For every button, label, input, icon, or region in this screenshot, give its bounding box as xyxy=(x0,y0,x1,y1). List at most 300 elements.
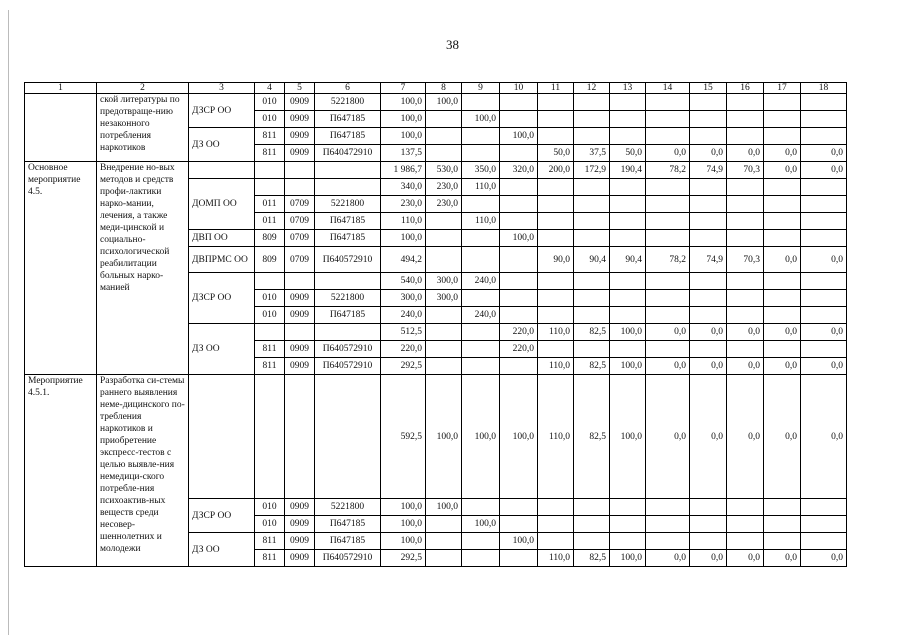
amount-cell: 90,4 xyxy=(610,247,646,273)
amount-cell: 100,0 xyxy=(381,230,426,247)
amount-cell: 100,0 xyxy=(426,375,462,499)
amount-cell: 0,0 xyxy=(690,550,727,567)
amount-cell xyxy=(801,196,847,213)
amount-cell: 230,0 xyxy=(426,196,462,213)
amount-cell: 110,0 xyxy=(538,358,574,375)
amount-cell xyxy=(646,179,690,196)
amount-cell: 100,0 xyxy=(610,324,646,341)
amount-cell: 300,0 xyxy=(426,290,462,307)
amount-cell: 50,0 xyxy=(538,145,574,162)
amount-cell: 0,0 xyxy=(801,324,847,341)
amount-cell xyxy=(764,128,801,145)
amount-cell xyxy=(727,196,764,213)
amount-cell xyxy=(500,550,538,567)
amount-cell: 100,0 xyxy=(500,128,538,145)
amount-cell xyxy=(690,230,727,247)
amount-cell xyxy=(462,324,500,341)
amount-cell xyxy=(500,179,538,196)
amount-cell xyxy=(426,230,462,247)
amount-cell xyxy=(690,213,727,230)
amount-cell xyxy=(801,499,847,516)
amount-cell xyxy=(727,94,764,111)
amount-cell xyxy=(801,128,847,145)
amount-cell xyxy=(462,94,500,111)
code-cell: П647185 xyxy=(315,307,381,324)
amount-cell: 0,0 xyxy=(727,324,764,341)
amount-cell: 0,0 xyxy=(801,358,847,375)
amount-cell: 172,9 xyxy=(574,162,610,179)
amount-cell xyxy=(727,128,764,145)
amount-cell xyxy=(426,213,462,230)
amount-cell xyxy=(610,290,646,307)
code-cell: 811 xyxy=(255,533,285,550)
amount-cell: 0,0 xyxy=(764,162,801,179)
code-cell xyxy=(315,375,381,499)
amount-cell xyxy=(646,307,690,324)
amount-cell xyxy=(610,341,646,358)
header-cell: 17 xyxy=(764,83,801,94)
amount-cell xyxy=(610,499,646,516)
amount-cell xyxy=(646,196,690,213)
code-cell: 0909 xyxy=(285,533,315,550)
amount-cell xyxy=(462,358,500,375)
amount-cell xyxy=(690,516,727,533)
code-cell: 0909 xyxy=(285,516,315,533)
amount-cell: 70,3 xyxy=(727,247,764,273)
amount-cell xyxy=(538,94,574,111)
header-cell: 4 xyxy=(255,83,285,94)
amount-cell xyxy=(801,533,847,550)
event-cell: Основное мероприятие 4.5. xyxy=(25,162,97,375)
code-cell xyxy=(285,375,315,499)
amount-cell: 220,0 xyxy=(500,341,538,358)
amount-cell xyxy=(574,179,610,196)
amount-cell: 592,5 xyxy=(381,375,426,499)
code-cell: П647185 xyxy=(315,213,381,230)
amount-cell: 340,0 xyxy=(381,179,426,196)
code-cell: 011 xyxy=(255,196,285,213)
amount-cell xyxy=(538,273,574,290)
amount-cell: 240,0 xyxy=(462,273,500,290)
amount-cell xyxy=(500,307,538,324)
amount-cell: 100,0 xyxy=(381,128,426,145)
code-cell: 0709 xyxy=(285,196,315,213)
amount-cell: 100,0 xyxy=(381,94,426,111)
amount-cell: 0,0 xyxy=(764,375,801,499)
amount-cell xyxy=(610,230,646,247)
amount-cell xyxy=(801,307,847,324)
code-cell xyxy=(255,273,285,290)
header-cell: 16 xyxy=(727,83,764,94)
header-cell: 3 xyxy=(189,83,255,94)
amount-cell xyxy=(690,341,727,358)
amount-cell xyxy=(764,273,801,290)
amount-cell xyxy=(690,196,727,213)
organization-cell xyxy=(189,162,255,179)
description-cell: ской литературы по предотвраще-нию незаконного потребления наркотиков xyxy=(97,94,189,162)
amount-cell xyxy=(538,533,574,550)
amount-cell: 0,0 xyxy=(646,375,690,499)
description-cell: Внедрение но-вых методов и средств профи-лактики нарко-мании, лечения, а также меди-цинской и социально-психологической реабилитации больных нарко-манией xyxy=(97,162,189,375)
amount-cell xyxy=(646,94,690,111)
amount-cell xyxy=(574,307,610,324)
amount-cell: 0,0 xyxy=(764,358,801,375)
amount-cell: 70,3 xyxy=(727,162,764,179)
amount-cell: 100,0 xyxy=(610,550,646,567)
event-cell xyxy=(25,94,97,162)
code-cell xyxy=(315,273,381,290)
amount-cell: 0,0 xyxy=(690,375,727,499)
amount-cell: 0,0 xyxy=(690,324,727,341)
amount-cell xyxy=(426,516,462,533)
amount-cell xyxy=(610,516,646,533)
amount-cell xyxy=(646,516,690,533)
amount-cell: 0,0 xyxy=(646,145,690,162)
code-cell: П640572910 xyxy=(315,358,381,375)
header-cell: 1 xyxy=(25,83,97,94)
amount-cell xyxy=(574,111,610,128)
amount-cell: 0,0 xyxy=(727,358,764,375)
amount-cell: 240,0 xyxy=(381,307,426,324)
amount-cell xyxy=(500,145,538,162)
amount-cell xyxy=(801,341,847,358)
amount-cell: 100,0 xyxy=(500,375,538,499)
amount-cell: 110,0 xyxy=(462,213,500,230)
amount-cell: 0,0 xyxy=(690,145,727,162)
organization-cell xyxy=(189,375,255,499)
amount-cell xyxy=(574,128,610,145)
code-cell xyxy=(315,162,381,179)
code-cell: 010 xyxy=(255,307,285,324)
code-cell: П647185 xyxy=(315,516,381,533)
amount-cell xyxy=(574,230,610,247)
amount-cell: 240,0 xyxy=(462,307,500,324)
amount-cell xyxy=(690,499,727,516)
amount-cell xyxy=(500,94,538,111)
amount-cell: 0,0 xyxy=(646,324,690,341)
code-cell: 0909 xyxy=(285,145,315,162)
amount-cell xyxy=(426,550,462,567)
amount-cell: 100,0 xyxy=(381,516,426,533)
amount-cell: 110,0 xyxy=(538,550,574,567)
code-cell: 811 xyxy=(255,550,285,567)
budget-table xyxy=(24,82,847,567)
amount-cell: 0,0 xyxy=(690,358,727,375)
code-cell: 809 xyxy=(255,230,285,247)
amount-cell xyxy=(500,111,538,128)
amount-cell xyxy=(538,111,574,128)
amount-cell xyxy=(500,196,538,213)
amount-cell: 0,0 xyxy=(646,550,690,567)
header-cell: 10 xyxy=(500,83,538,94)
code-cell xyxy=(285,162,315,179)
amount-cell: 512,5 xyxy=(381,324,426,341)
code-cell: 811 xyxy=(255,145,285,162)
amount-cell xyxy=(500,290,538,307)
organization-cell: ДЗ ОО xyxy=(189,128,255,162)
amount-cell: 110,0 xyxy=(381,213,426,230)
organization-cell: ДОМП ОО xyxy=(189,179,255,230)
code-cell: 809 xyxy=(255,247,285,273)
code-cell: 0909 xyxy=(285,341,315,358)
amount-cell xyxy=(574,499,610,516)
amount-cell xyxy=(690,307,727,324)
code-cell xyxy=(255,162,285,179)
amount-cell xyxy=(538,499,574,516)
amount-cell: 37,5 xyxy=(574,145,610,162)
amount-cell xyxy=(690,94,727,111)
code-cell: 010 xyxy=(255,499,285,516)
amount-cell xyxy=(462,196,500,213)
amount-cell xyxy=(538,290,574,307)
amount-cell xyxy=(538,128,574,145)
code-cell: П647185 xyxy=(315,111,381,128)
amount-cell xyxy=(462,145,500,162)
header-cell: 13 xyxy=(610,83,646,94)
amount-cell xyxy=(727,273,764,290)
code-cell xyxy=(315,179,381,196)
code-cell: П647185 xyxy=(315,533,381,550)
amount-cell xyxy=(646,230,690,247)
code-cell xyxy=(285,324,315,341)
amount-cell xyxy=(538,516,574,533)
amount-cell xyxy=(727,533,764,550)
amount-cell xyxy=(610,213,646,230)
amount-cell: 0,0 xyxy=(727,550,764,567)
amount-cell xyxy=(690,128,727,145)
header-cell: 5 xyxy=(285,83,315,94)
amount-cell: 90,4 xyxy=(574,247,610,273)
amount-cell xyxy=(500,499,538,516)
amount-cell: 0,0 xyxy=(764,145,801,162)
code-cell: 0709 xyxy=(285,230,315,247)
amount-cell: 50,0 xyxy=(610,145,646,162)
header-cell: 12 xyxy=(574,83,610,94)
amount-cell xyxy=(500,273,538,290)
code-cell: 0909 xyxy=(285,307,315,324)
amount-cell xyxy=(574,94,610,111)
amount-cell: 0,0 xyxy=(801,247,847,273)
organization-cell: ДЗСР ОО xyxy=(189,94,255,128)
amount-cell xyxy=(574,341,610,358)
code-cell: 0709 xyxy=(285,247,315,273)
amount-cell xyxy=(764,111,801,128)
code-cell: 5221800 xyxy=(315,290,381,307)
code-cell xyxy=(255,324,285,341)
code-cell: 010 xyxy=(255,94,285,111)
amount-cell: 0,0 xyxy=(801,375,847,499)
amount-cell xyxy=(610,196,646,213)
amount-cell xyxy=(426,533,462,550)
amount-cell: 100,0 xyxy=(610,358,646,375)
code-cell: 0909 xyxy=(285,550,315,567)
amount-cell: 292,5 xyxy=(381,358,426,375)
amount-cell: 320,0 xyxy=(500,162,538,179)
code-cell: 0909 xyxy=(285,128,315,145)
amount-cell: 90,0 xyxy=(538,247,574,273)
amount-cell xyxy=(764,290,801,307)
amount-cell xyxy=(462,499,500,516)
organization-cell: ДВП ОО xyxy=(189,230,255,247)
amount-cell: 300,0 xyxy=(381,290,426,307)
amount-cell xyxy=(610,307,646,324)
amount-cell xyxy=(646,213,690,230)
amount-cell xyxy=(690,533,727,550)
code-cell: 0709 xyxy=(285,213,315,230)
header-cell: 2 xyxy=(97,83,189,94)
amount-cell xyxy=(574,196,610,213)
amount-cell xyxy=(610,111,646,128)
amount-cell xyxy=(426,145,462,162)
code-cell: 010 xyxy=(255,516,285,533)
amount-cell xyxy=(610,94,646,111)
table-row xyxy=(25,375,847,499)
amount-cell: 110,0 xyxy=(538,324,574,341)
code-cell: П647185 xyxy=(315,128,381,145)
amount-cell xyxy=(574,213,610,230)
organization-cell: ДЗСР ОО xyxy=(189,499,255,533)
description-cell: Разработка си-стемы раннего выявления неме-дицинского по-требления наркотиков и приобретение экспресс-тестов с целью выявле-ния немедици-ского потребле-ния психоактив-ных веществ среди несовер-шеннолетних и молодежи xyxy=(97,375,189,567)
amount-cell xyxy=(462,290,500,307)
amount-cell: 0,0 xyxy=(801,550,847,567)
amount-cell xyxy=(462,247,500,273)
code-cell: 0909 xyxy=(285,290,315,307)
code-cell: П640572910 xyxy=(315,247,381,273)
amount-cell: 100,0 xyxy=(462,111,500,128)
organization-cell: ДВПРМС ОО xyxy=(189,247,255,273)
amount-cell xyxy=(462,533,500,550)
code-cell: 0909 xyxy=(285,499,315,516)
amount-cell xyxy=(646,111,690,128)
header-cell: 15 xyxy=(690,83,727,94)
amount-cell: 82,5 xyxy=(574,324,610,341)
amount-cell xyxy=(610,128,646,145)
amount-cell xyxy=(727,230,764,247)
header-row xyxy=(25,83,847,94)
amount-cell: 300,0 xyxy=(426,273,462,290)
amount-cell xyxy=(574,290,610,307)
amount-cell xyxy=(727,111,764,128)
amount-cell xyxy=(727,499,764,516)
amount-cell xyxy=(727,341,764,358)
amount-cell xyxy=(426,307,462,324)
code-cell: 5221800 xyxy=(315,499,381,516)
amount-cell: 82,5 xyxy=(574,550,610,567)
amount-cell xyxy=(764,94,801,111)
amount-cell xyxy=(727,290,764,307)
amount-cell: 100,0 xyxy=(500,533,538,550)
amount-cell xyxy=(574,273,610,290)
amount-cell xyxy=(801,230,847,247)
code-cell: 811 xyxy=(255,341,285,358)
amount-cell xyxy=(801,273,847,290)
amount-cell xyxy=(764,213,801,230)
amount-cell xyxy=(801,516,847,533)
code-cell xyxy=(315,324,381,341)
amount-cell xyxy=(690,111,727,128)
amount-cell xyxy=(764,533,801,550)
amount-cell xyxy=(727,179,764,196)
amount-cell xyxy=(538,196,574,213)
amount-cell xyxy=(500,516,538,533)
amount-cell: 220,0 xyxy=(500,324,538,341)
header-cell: 11 xyxy=(538,83,574,94)
code-cell xyxy=(255,179,285,196)
amount-cell: 230,0 xyxy=(426,179,462,196)
amount-cell: 110,0 xyxy=(462,179,500,196)
code-cell: П640572910 xyxy=(315,550,381,567)
code-cell: 010 xyxy=(255,290,285,307)
amount-cell xyxy=(574,533,610,550)
amount-cell: 100,0 xyxy=(381,111,426,128)
amount-cell: 230,0 xyxy=(381,196,426,213)
amount-cell xyxy=(462,550,500,567)
amount-cell: 100,0 xyxy=(610,375,646,499)
table-row xyxy=(25,162,847,179)
amount-cell: 100,0 xyxy=(462,516,500,533)
amount-cell: 78,2 xyxy=(646,247,690,273)
amount-cell xyxy=(426,358,462,375)
amount-cell xyxy=(764,341,801,358)
amount-cell: 100,0 xyxy=(426,94,462,111)
amount-cell: 100,0 xyxy=(381,533,426,550)
code-cell: 811 xyxy=(255,358,285,375)
amount-cell xyxy=(764,499,801,516)
amount-cell: 0,0 xyxy=(801,162,847,179)
amount-cell xyxy=(646,341,690,358)
organization-cell: ДЗ ОО xyxy=(189,324,255,375)
amount-cell xyxy=(500,358,538,375)
table-row xyxy=(25,94,847,111)
code-cell: 0909 xyxy=(285,111,315,128)
organization-cell: ДЗСР ОО xyxy=(189,273,255,324)
amount-cell xyxy=(426,247,462,273)
amount-cell: 78,2 xyxy=(646,162,690,179)
amount-cell: 220,0 xyxy=(381,341,426,358)
amount-cell xyxy=(690,290,727,307)
amount-cell: 0,0 xyxy=(727,145,764,162)
amount-cell xyxy=(538,307,574,324)
amount-cell: 0,0 xyxy=(764,324,801,341)
amount-cell xyxy=(801,94,847,111)
header-cell: 7 xyxy=(381,83,426,94)
amount-cell: 494,2 xyxy=(381,247,426,273)
code-cell: 010 xyxy=(255,111,285,128)
amount-cell xyxy=(538,179,574,196)
event-cell: Мероприятие 4.5.1. xyxy=(25,375,97,567)
code-cell: 5221800 xyxy=(315,94,381,111)
amount-cell xyxy=(610,273,646,290)
amount-cell xyxy=(426,111,462,128)
amount-cell xyxy=(538,341,574,358)
code-cell: 011 xyxy=(255,213,285,230)
amount-cell xyxy=(801,111,847,128)
amount-cell xyxy=(646,273,690,290)
code-cell xyxy=(285,273,315,290)
amount-cell: 0,0 xyxy=(764,550,801,567)
code-cell: 0909 xyxy=(285,94,315,111)
amount-cell xyxy=(801,179,847,196)
amount-cell: 200,0 xyxy=(538,162,574,179)
amount-cell xyxy=(690,273,727,290)
amount-cell xyxy=(764,516,801,533)
amount-cell xyxy=(426,128,462,145)
amount-cell xyxy=(764,230,801,247)
amount-cell xyxy=(462,128,500,145)
amount-cell: 82,5 xyxy=(574,375,610,499)
header-cell: 9 xyxy=(462,83,500,94)
amount-cell xyxy=(462,341,500,358)
